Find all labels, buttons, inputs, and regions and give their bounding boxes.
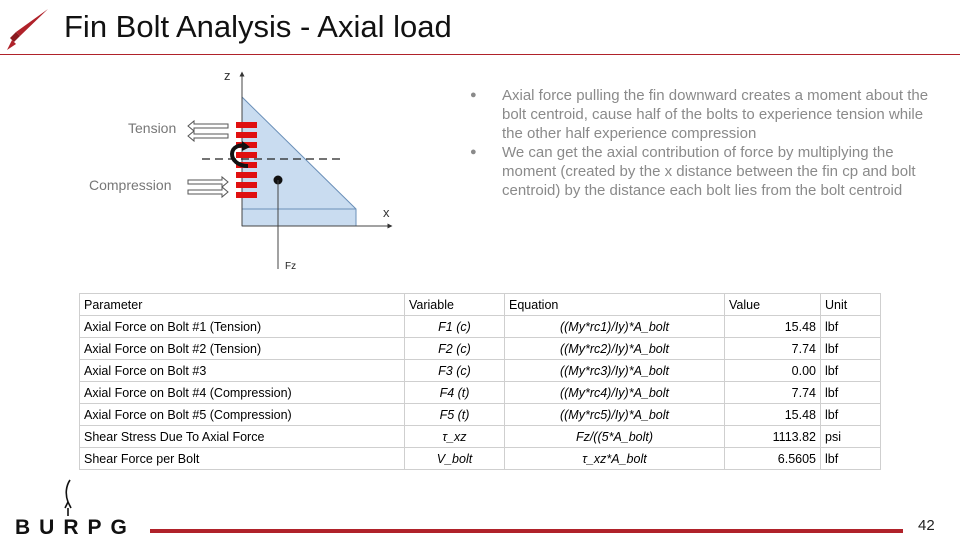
equation-cell: ((My*rc3)/Iy)*A_bolt (505, 360, 725, 382)
compression-arrows (188, 177, 228, 197)
table-row (80, 360, 881, 382)
header-cell: Value (725, 294, 821, 316)
fin-bolt-diagram (80, 62, 420, 282)
table-row (80, 404, 881, 426)
fin-shape (242, 97, 356, 226)
table-row (80, 338, 881, 360)
table-header-row (80, 294, 881, 316)
page-title: Fin Bolt Analysis - Axial load (64, 9, 452, 44)
logo-text: BURPG (15, 516, 136, 539)
logo-rocket-icon (65, 480, 71, 516)
equation-cell: ((My*rc2)/Iy)*A_bolt (505, 338, 725, 360)
header-cell: Equation (505, 294, 725, 316)
table-row (80, 316, 881, 338)
value-cell: 7.74 (725, 338, 821, 360)
footer-divider (150, 529, 903, 533)
equation-cell: Fz/((5*A_bolt) (505, 426, 725, 448)
header-cell: Variable (405, 294, 505, 316)
value-cell: 15.48 (725, 404, 821, 426)
unit-cell: psi (821, 426, 881, 448)
equation-cell: ((My*rc1)/Iy)*A_bolt (505, 316, 725, 338)
unit-cell: lbf (821, 316, 881, 338)
parameter-cell: Axial Force on Bolt #4 (Compression) (80, 382, 405, 404)
unit-cell: lbf (821, 360, 881, 382)
parameter-cell: Axial Force on Bolt #3 (80, 360, 405, 382)
axis-x-label: x (383, 205, 390, 220)
table-row (80, 382, 881, 404)
variable-cell: V_bolt (405, 448, 505, 470)
tension-label: Tension (128, 120, 177, 136)
page-number: 42 (918, 517, 935, 534)
bolt-load-table (79, 293, 881, 470)
equation-cell: ((My*rc4)/Iy)*A_bolt (505, 382, 725, 404)
explanation-bullets (470, 86, 940, 200)
axis-z-label: z (224, 68, 231, 83)
parameter-cell: Axial Force on Bolt #2 (Tension) (80, 338, 405, 360)
unit-cell: lbf (821, 448, 881, 470)
variable-cell: τ_xz (405, 426, 505, 448)
rocket-logo-icon (4, 6, 50, 52)
bullet-item: ● Axial force pulling the fin downward creates a moment about the bolt centroid, cause half of the bolts to experience tension while the other half experience compression (470, 86, 940, 143)
table-row (80, 448, 881, 470)
variable-cell: F1 (c) (405, 316, 505, 338)
variable-cell: F4 (t) (405, 382, 505, 404)
unit-cell: lbf (821, 338, 881, 360)
header-cell: Unit (821, 294, 881, 316)
value-cell: 7.74 (725, 382, 821, 404)
force-label: Fz (285, 261, 297, 272)
equation-cell: ((My*rc5)/Iy)*A_bolt (505, 404, 725, 426)
parameter-cell: Shear Force per Bolt (80, 448, 405, 470)
compression-label: Compression (89, 177, 172, 193)
bullet-item: ● We can get the axial contribution of force by multiplying the moment (created by the x distance between the fin cp and bolt centroid) by the distance each bolt lies from the bolt centroid (470, 143, 940, 200)
parameter-cell: Axial Force on Bolt #5 (Compression) (80, 404, 405, 426)
value-cell: 1113.82 (725, 426, 821, 448)
parameter-cell: Shear Stress Due To Axial Force (80, 426, 405, 448)
header-cell: Parameter (80, 294, 405, 316)
unit-cell: lbf (821, 404, 881, 426)
equation-cell: τ_xz*A_bolt (505, 448, 725, 470)
tension-arrows (188, 121, 228, 141)
variable-cell: F3 (c) (405, 360, 505, 382)
value-cell: 15.48 (725, 316, 821, 338)
burpg-logo (12, 478, 142, 540)
unit-cell: lbf (821, 382, 881, 404)
variable-cell: F2 (c) (405, 338, 505, 360)
title-divider (0, 54, 960, 55)
variable-cell: F5 (t) (405, 404, 505, 426)
value-cell: 6.5605 (725, 448, 821, 470)
value-cell: 0.00 (725, 360, 821, 382)
parameter-cell: Axial Force on Bolt #1 (Tension) (80, 316, 405, 338)
table-row (80, 426, 881, 448)
